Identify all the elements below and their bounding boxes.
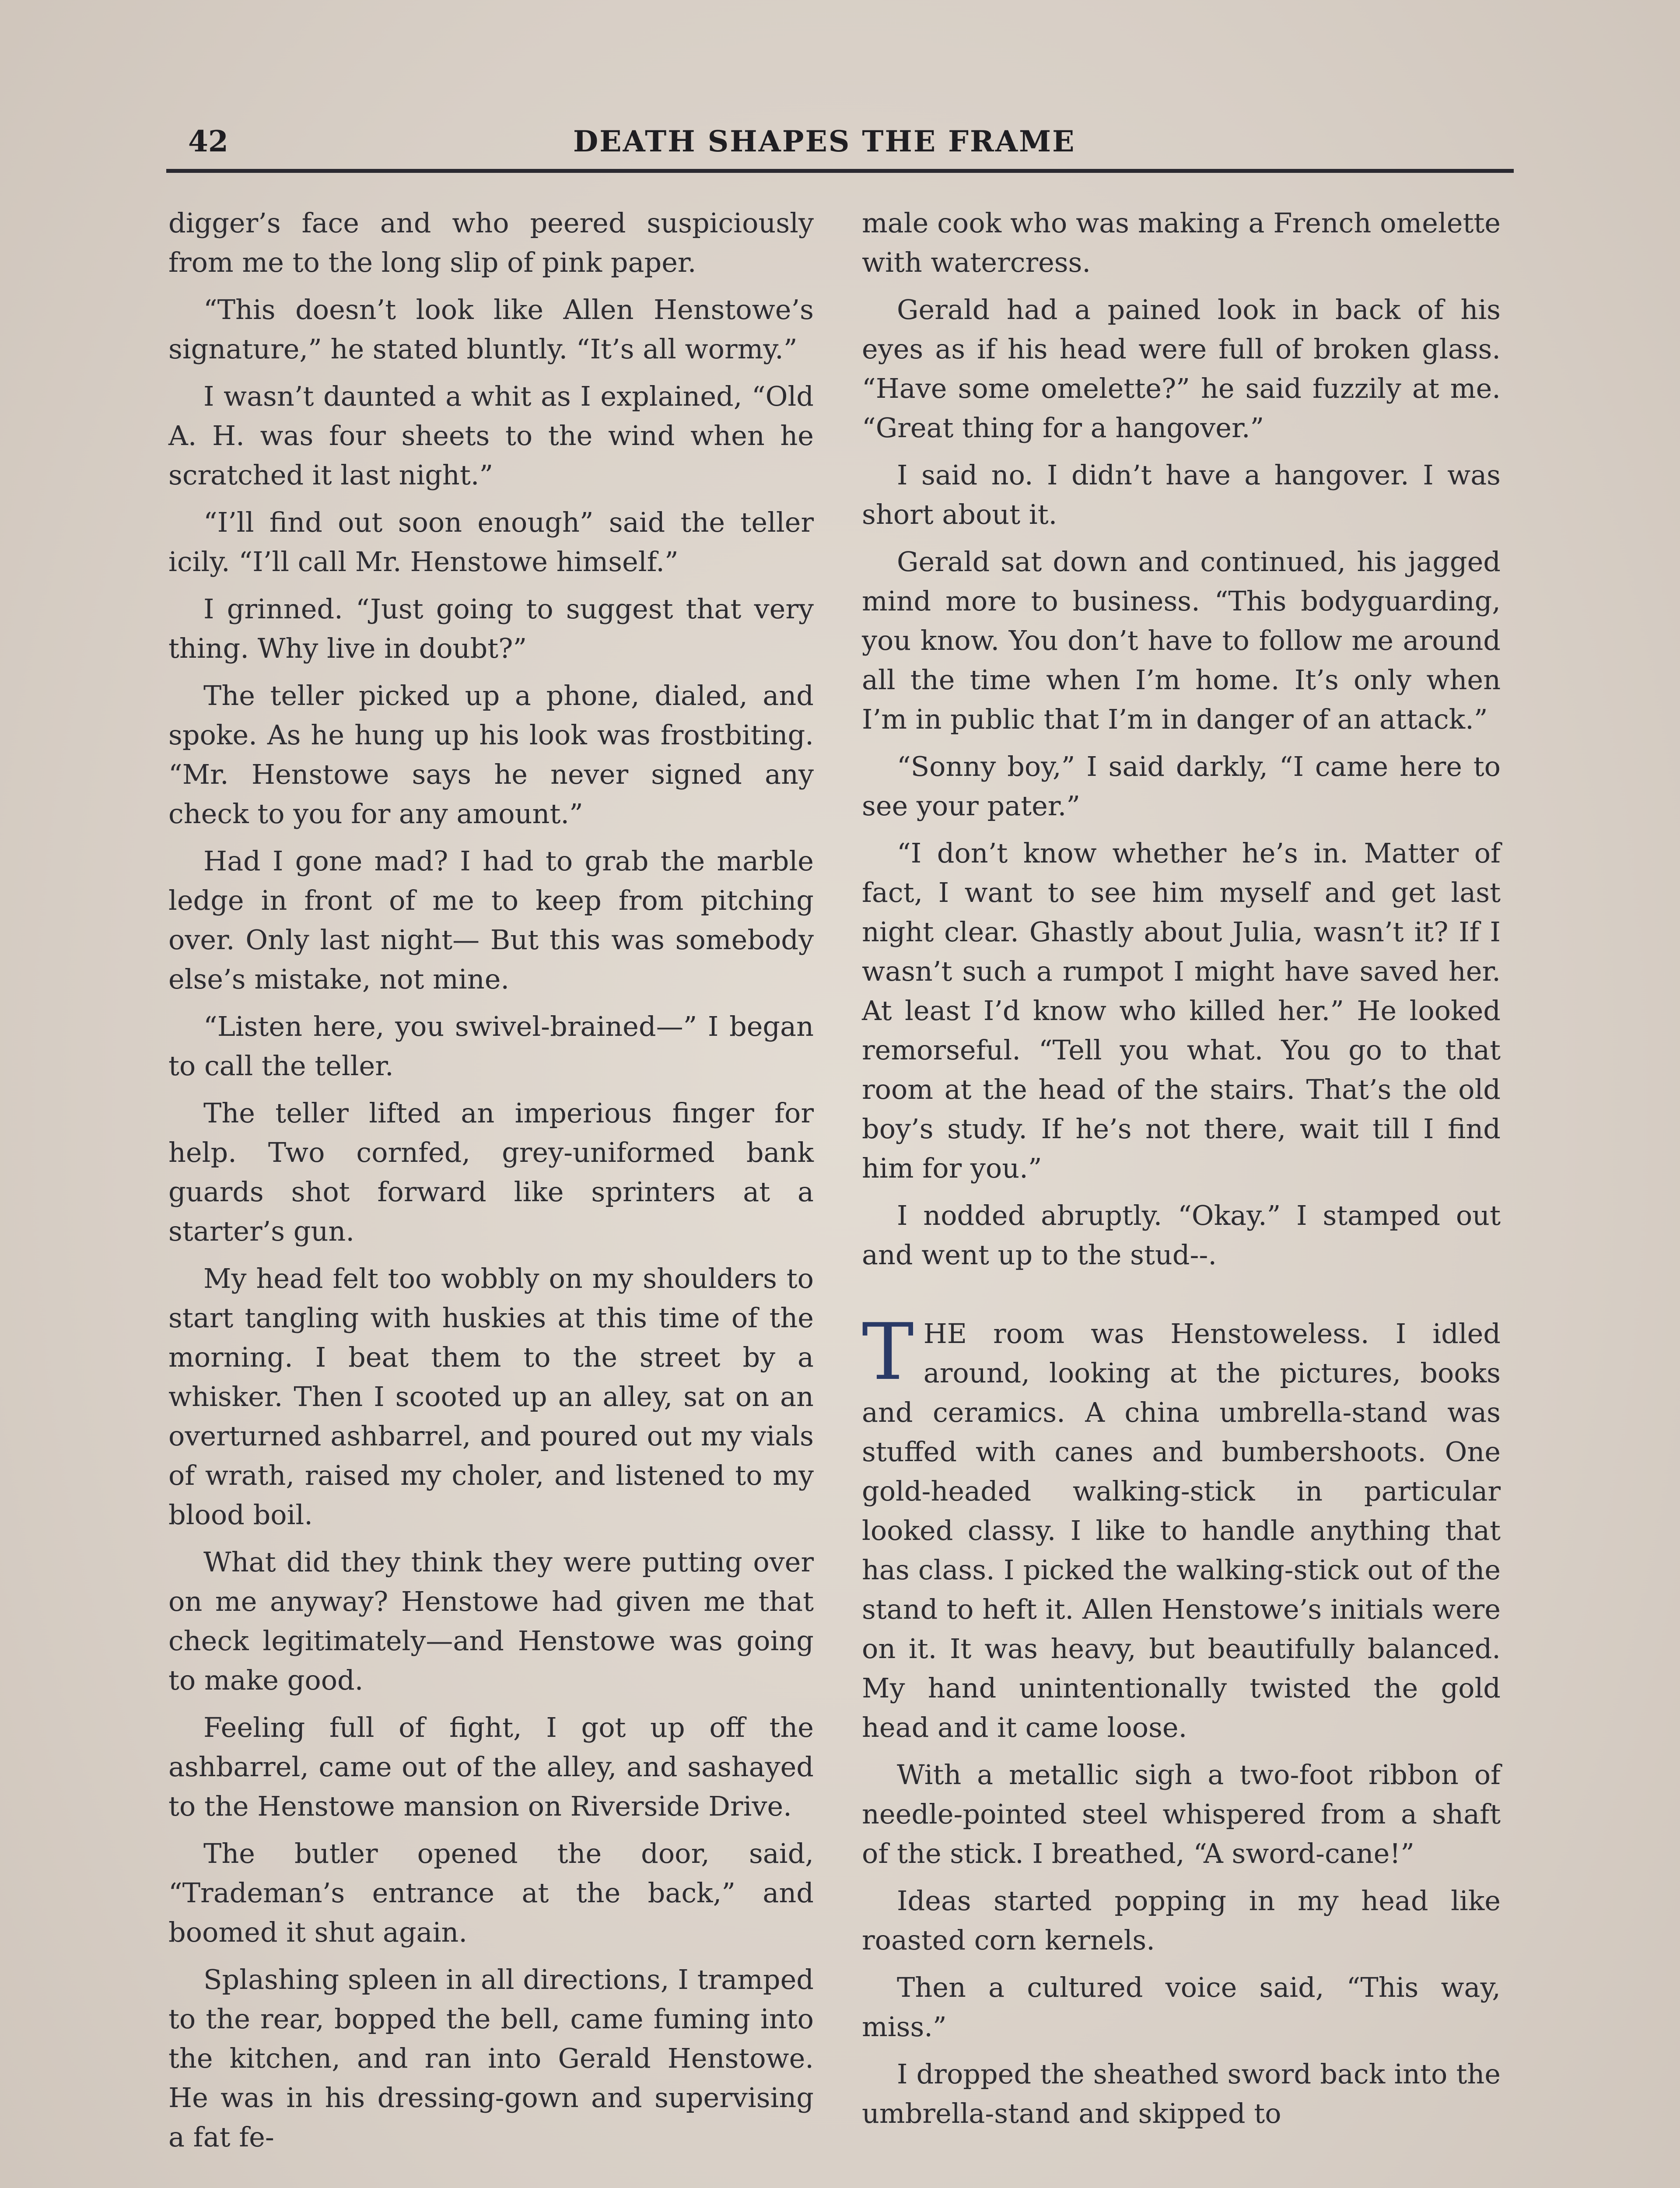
paragraph: “Sonny boy,” I said darkly, “I came here to see your pater.”: [862, 750, 1501, 822]
header-rule: [166, 169, 1514, 173]
paragraph: “This doesn’t look like Allen Henstowe’s signature,” he stated bluntly. “It’s all wormy.”: [168, 294, 814, 365]
paragraph: The butler opened the door, said, “Trademan’s entrance at the back,” and boomed it shut again.: [168, 1837, 814, 1948]
paragraph: Splashing spleen in all directions, I tramped to the rear, bopped the bell, came fuming into the kitchen, and ran into Gerald Henstowe. He was in his dressing-gown and supervising a fat fe-: [168, 1964, 814, 2153]
paragraph: With a metallic sigh a two-foot ribbon of needle-pointed steel whispered from a shaft of the stick. I breathed, “A sword-cane!”: [862, 1759, 1501, 1869]
paragraph: Gerald had a pained look in back of his eyes as if his head were full of broken glass. “Have some omelette?” he said fuzzily at me. “Great thing for a hangover.”: [862, 294, 1501, 444]
paragraph: My head felt too wobbly on my shoulders to start tangling with huskies at this time of the morning. I beat them to the street by a whisker. Then I scooted up an alley, sat on an overturned ashbarrel, and poured out my vials of wrath, raised my choler, and listened to my blood boil.: [168, 1262, 814, 1531]
paragraph: What did they think they were putting over on me anyway? Henstowe had given me that check legitimately—and Henstowe was going to make good.: [168, 1546, 814, 1696]
paragraph: “Listen here, you swivel-brained—” I began to call the teller.: [168, 1010, 814, 1082]
paragraph: Then a cultured voice said, “This way, miss.”: [862, 1971, 1501, 2043]
paragraph: I grinned. “Just going to suggest that very thing. Why live in doubt?”: [168, 593, 814, 664]
paragraph: male cook who was making a French omelette with watercress.: [862, 207, 1501, 278]
section-opening-paragraph: [862, 1307, 1501, 1747]
paragraph: digger’s face and who peered suspiciously from me to the long slip of pink paper.: [168, 207, 814, 278]
paragraph: I nodded abruptly. “Okay.” I stamped out and went up to the stud--.: [862, 1199, 1501, 1271]
paragraph: “I’ll find out soon enough” said the teller icily. “I’ll call Mr. Henstowe himself.”: [168, 506, 814, 578]
paragraph: “I don’t know whether he’s in. Matter of fact, I want to see him myself and get last night clear. Ghastly about Julia, wasn’t it? If I wasn’t such a rumpot I might have saved her. At least I’d know who killed her.” He looked remorseful. “Tell you what. You go to that room at the head of the stairs. That’s the old boy’s study. If he’s not there, wait till I find him for you.”: [862, 837, 1501, 1184]
drop-cap: T: [862, 1307, 914, 1397]
section-opening-text: HE room was Henstoweless. I idled around, looking at the pictures, books and ceramics. A china umbrella-stand was stuffed with canes and bumbershoots. One gold-headed walking-stick in particular looked classy. I like to handle anything that has class. I picked the walking-stick out of the stand to heft it. Allen Henstowe’s initials were on it. It was heavy, but beautifully balanced. My hand unintentionally twisted the gold head and it came loose.: [862, 1318, 1501, 1743]
paragraph: The teller picked up a phone, dialed, and spoke. As he hung up his look was frostbiting. “Mr. Henstowe says he never signed any check to you for any amount.”: [168, 680, 814, 830]
left-column: [168, 203, 814, 2165]
paragraph: I wasn’t daunted a whit as I explained, “Old A. H. was four sheets to the wind when he scratched it last night.”: [168, 380, 814, 491]
paragraph: Had I gone mad? I had to grab the marble ledge in front of me to keep from pitching over. Only last night— But this was somebody else’s mistake, not mine.: [168, 845, 814, 995]
paragraph: I said no. I didn’t have a hangover. I was short about it.: [862, 459, 1501, 530]
paragraph: The teller lifted an imperious finger for help. Two cornfed, grey-uniformed bank guards shot forward like sprinters at a starter’s gun.: [168, 1097, 814, 1247]
paragraph: Gerald sat down and continued, his jagged mind more to business. “This bodyguarding, you know. You don’t have to follow me around all the time when I’m home. It’s only when I’m in public that I’m in danger of an attack.”: [862, 546, 1501, 735]
running-title: DEATH SHAPES THE FRAME: [573, 124, 1076, 158]
paragraph: I dropped the sheathed sword back into the umbrella-stand and skipped to: [862, 2058, 1501, 2129]
paragraph: Ideas started popping in my head like roasted corn kernels.: [862, 1885, 1501, 1956]
right-column: [862, 203, 1501, 2141]
paragraph: Feeling full of fight, I got up off the ashbarrel, came out of the alley, and sashayed to the Henstowe mansion on Riverside Drive.: [168, 1711, 814, 1822]
page-number: 42: [188, 124, 228, 158]
